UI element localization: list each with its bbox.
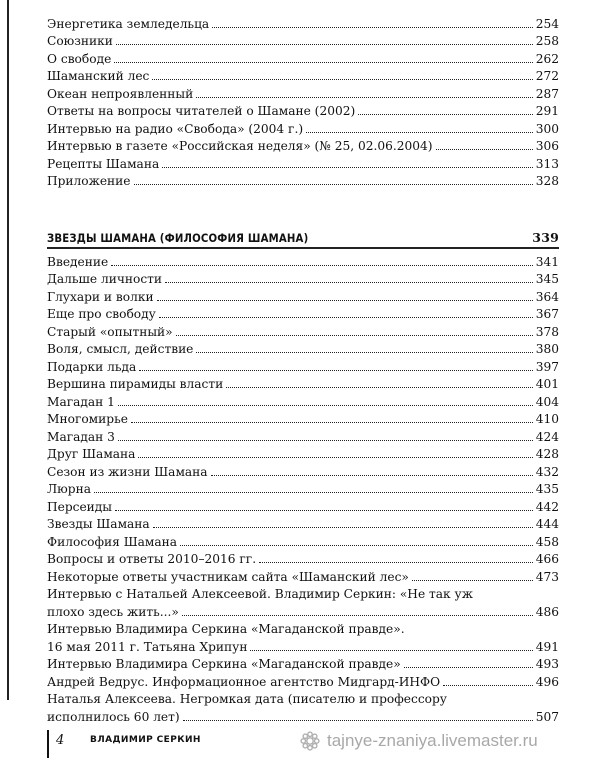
toc-entry [47,550,559,568]
toc-entry-page: 486 [535,604,559,619]
toc-dot-leader [139,370,532,371]
section-rule [47,247,559,249]
toc-entry-title: Введение [47,254,109,269]
toc-entry-title: исполнилось 60 лет) [47,709,180,724]
toc-entry-page: 378 [535,324,559,339]
toc-entry-page: 300 [535,121,559,136]
toc-entry-page: 397 [535,359,559,374]
toc-dot-leader [134,184,533,185]
toc-entry [47,357,559,375]
toc-entry-page: 442 [535,499,559,514]
toc-dot-leader [250,650,532,651]
toc-entry [47,585,559,603]
toc-entry [47,445,559,463]
toc-dot-leader [412,580,533,581]
toc-dot-leader [176,335,533,336]
toc-entry [47,690,559,708]
toc-dot-leader [94,492,533,493]
toc-entry-page: 262 [535,51,559,66]
toc-entry-title: Воля, смысл, действие [47,342,194,356]
toc-entry [47,49,559,67]
toc-entry-title: Еще про свободу [47,307,156,321]
toc-entry-page: 254 [535,16,559,31]
toc-entry-title: Сезон из жизни Шамана [47,464,208,479]
toc-entry [47,375,559,393]
footer-bar [47,730,49,758]
toc-entry [47,340,559,358]
toc-dot-leader [212,27,533,28]
toc-entry-title: Старый «опытный» [47,324,173,339]
toc-entry-title: Интервью Владимира Серкина «Магаданской правде» [47,657,401,671]
watermark-text: tajnye-znaniya.livemaster.ru [327,731,538,750]
toc-entry [47,14,559,32]
toc-entry-page: 401 [535,377,559,391]
toc-entry-page: 380 [535,342,559,356]
toc-entry [47,154,559,172]
toc-dot-leader [118,440,533,441]
toc-entry-title: Энергетика земледельца [47,16,210,31]
toc-entry [47,637,559,655]
toc-dot-leader [157,300,533,301]
section-page: 339 [532,230,559,245]
toc-entry [47,172,559,190]
toc-dot-leader [131,422,533,423]
toc-entry [47,252,559,270]
toc-entry-page: 328 [535,174,559,188]
toc-entry-title: Ответы на вопросы читателей о Шамане (2002) [47,104,356,118]
toc-dot-leader [306,132,533,133]
toc-entry-page: 428 [535,447,559,461]
toc-entry-title: Интервью с Натальей Алексеевой. Владимир Серкин: «Не так уж [47,587,473,601]
toc-dot-leader [404,667,533,668]
toc-entry-title: Друг Шамана [47,447,136,461]
toc-entry-page: 424 [535,429,559,444]
watermark [300,731,538,751]
toc-entry-page: 473 [535,569,559,584]
toc-entry-title: Дальше личности [47,272,163,286]
toc-dot-leader [180,545,533,546]
table-of-contents [47,14,559,725]
toc-entry [47,655,559,673]
toc-entry [47,462,559,480]
toc-entry-title: Персеиды [47,499,113,514]
toc-entry [47,287,559,305]
toc-entry [47,620,559,638]
toc-entry-title: Многомирье [47,412,128,426]
toc-dot-leader [152,79,532,80]
toc-entry-page: 466 [535,552,559,566]
toc-entry-page: 306 [535,139,559,153]
toc-entry-title: Подарки льда [47,359,137,374]
toc-entry-title: 16 мая 2011 г. Татьяна Хрипун [47,639,248,654]
toc-entry-page: 507 [535,709,559,724]
page-edge-line [7,0,9,700]
toc-bottom-list [47,252,559,725]
toc-entry-title: плохо здесь жить...» [47,604,179,619]
toc-dot-leader [153,527,533,528]
toc-dot-leader [443,685,533,686]
toc-dot-leader [436,149,533,150]
toc-entry [47,515,559,533]
toc-entry-title: Шаманский лес [47,69,150,83]
toc-entry [47,602,559,620]
toc-top-list [47,14,559,189]
toc-entry-title: Наталья Алексеева. Негромкая дата (писателю и профессору [47,692,447,706]
toc-dot-leader [358,114,533,115]
toc-entry-page: 404 [535,394,559,409]
toc-entry [47,392,559,410]
toc-entry-page: 341 [535,254,559,269]
toc-entry-page: 444 [535,517,559,531]
toc-dot-leader [165,282,533,283]
toc-entry [47,427,559,445]
toc-entry-page: 435 [535,482,559,496]
toc-dot-leader [111,265,533,266]
toc-entry-page: 458 [535,534,559,549]
toc-entry-page: 258 [535,34,559,48]
toc-entry-page: 496 [535,674,559,689]
gear-flower-icon [300,731,320,751]
toc-dot-leader [138,457,532,458]
toc-entry-page: 493 [535,657,559,671]
toc-entry [47,270,559,288]
toc-dot-leader [226,387,532,388]
section-gap [47,189,559,225]
toc-dot-leader [196,352,532,353]
footer-page-number: 4 [56,733,65,748]
toc-entry [47,102,559,120]
toc-entry [47,305,559,323]
toc-entry-page: 345 [535,272,559,286]
toc-entry-page: 287 [535,86,559,101]
toc-entry-title: Интервью на радио «Свобода» (2004 г.) [47,121,304,136]
toc-dot-leader [211,475,533,476]
toc-entry-page: 313 [535,156,559,171]
toc-entry-page: 272 [535,69,559,83]
toc-entry [47,84,559,102]
toc-entry-title: Некоторые ответы участникам сайта «Шаманский лес» [47,569,409,584]
toc-entry-title: Интервью в газете «Российская неделя» (№ 25, 02.06.2004) [47,139,433,153]
toc-entry-title: Вершина пирамиды власти [47,377,224,391]
toc-dot-leader [182,615,533,616]
toc-entry-title: Люрна [47,482,91,496]
footer-author: ВЛАДИМИР СЕРКИН [90,735,201,745]
toc-entry-title: Интервью Владимира Серкина «Магаданской правде». [47,622,405,636]
toc-entry [47,532,559,550]
toc-entry [47,410,559,428]
toc-entry [47,480,559,498]
toc-dot-leader [116,44,533,45]
toc-entry-title: Звезды Шамана [47,517,150,531]
toc-entry [47,32,559,50]
section-title: ЗВЕЗДЫ ШАМАНА (ФИЛОСОФИЯ ШАМАНА) [47,231,309,245]
toc-entry-page: 364 [535,289,559,304]
toc-entry-title: Союзники [47,34,113,48]
toc-entry-title: Философия Шамана [47,534,178,549]
toc-entry-title: Андрей Ведрус. Информационное агентство Мидгард-ИНФО [47,674,441,689]
toc-entry [47,672,559,690]
toc-entry-title: О свободе [47,51,112,66]
toc-entry [47,322,559,340]
toc-entry-title: Магадан 3 [47,429,115,444]
toc-dot-leader [196,97,532,98]
toc-entry-title: Приложение [47,174,131,188]
toc-dot-leader [162,167,533,168]
toc-entry-title: Рецепты Шамана [47,156,160,171]
toc-entry-page: 367 [535,307,559,321]
toc-entry-title: Океан непроявленный [47,86,194,101]
toc-entry-title: Магадан 1 [47,394,115,409]
section-heading [47,225,559,245]
toc-entry [47,119,559,137]
toc-dot-leader [159,317,533,318]
toc-entry-page: 491 [535,639,559,654]
toc-entry [47,67,559,85]
toc-entry-title: Глухари и волки [47,289,154,304]
toc-entry [47,567,559,585]
toc-entry [47,137,559,155]
toc-entry [47,497,559,515]
toc-entry-title: Вопросы и ответы 2010–2016 гг. [47,552,257,566]
toc-dot-leader [114,62,532,63]
toc-dot-leader [115,510,533,511]
toc-entry-page: 432 [535,464,559,479]
toc-entry-page: 410 [535,412,559,426]
page-footer [0,720,600,772]
toc-dot-leader [259,562,533,563]
toc-dot-leader [118,405,533,406]
toc-entry-page: 291 [535,104,559,118]
